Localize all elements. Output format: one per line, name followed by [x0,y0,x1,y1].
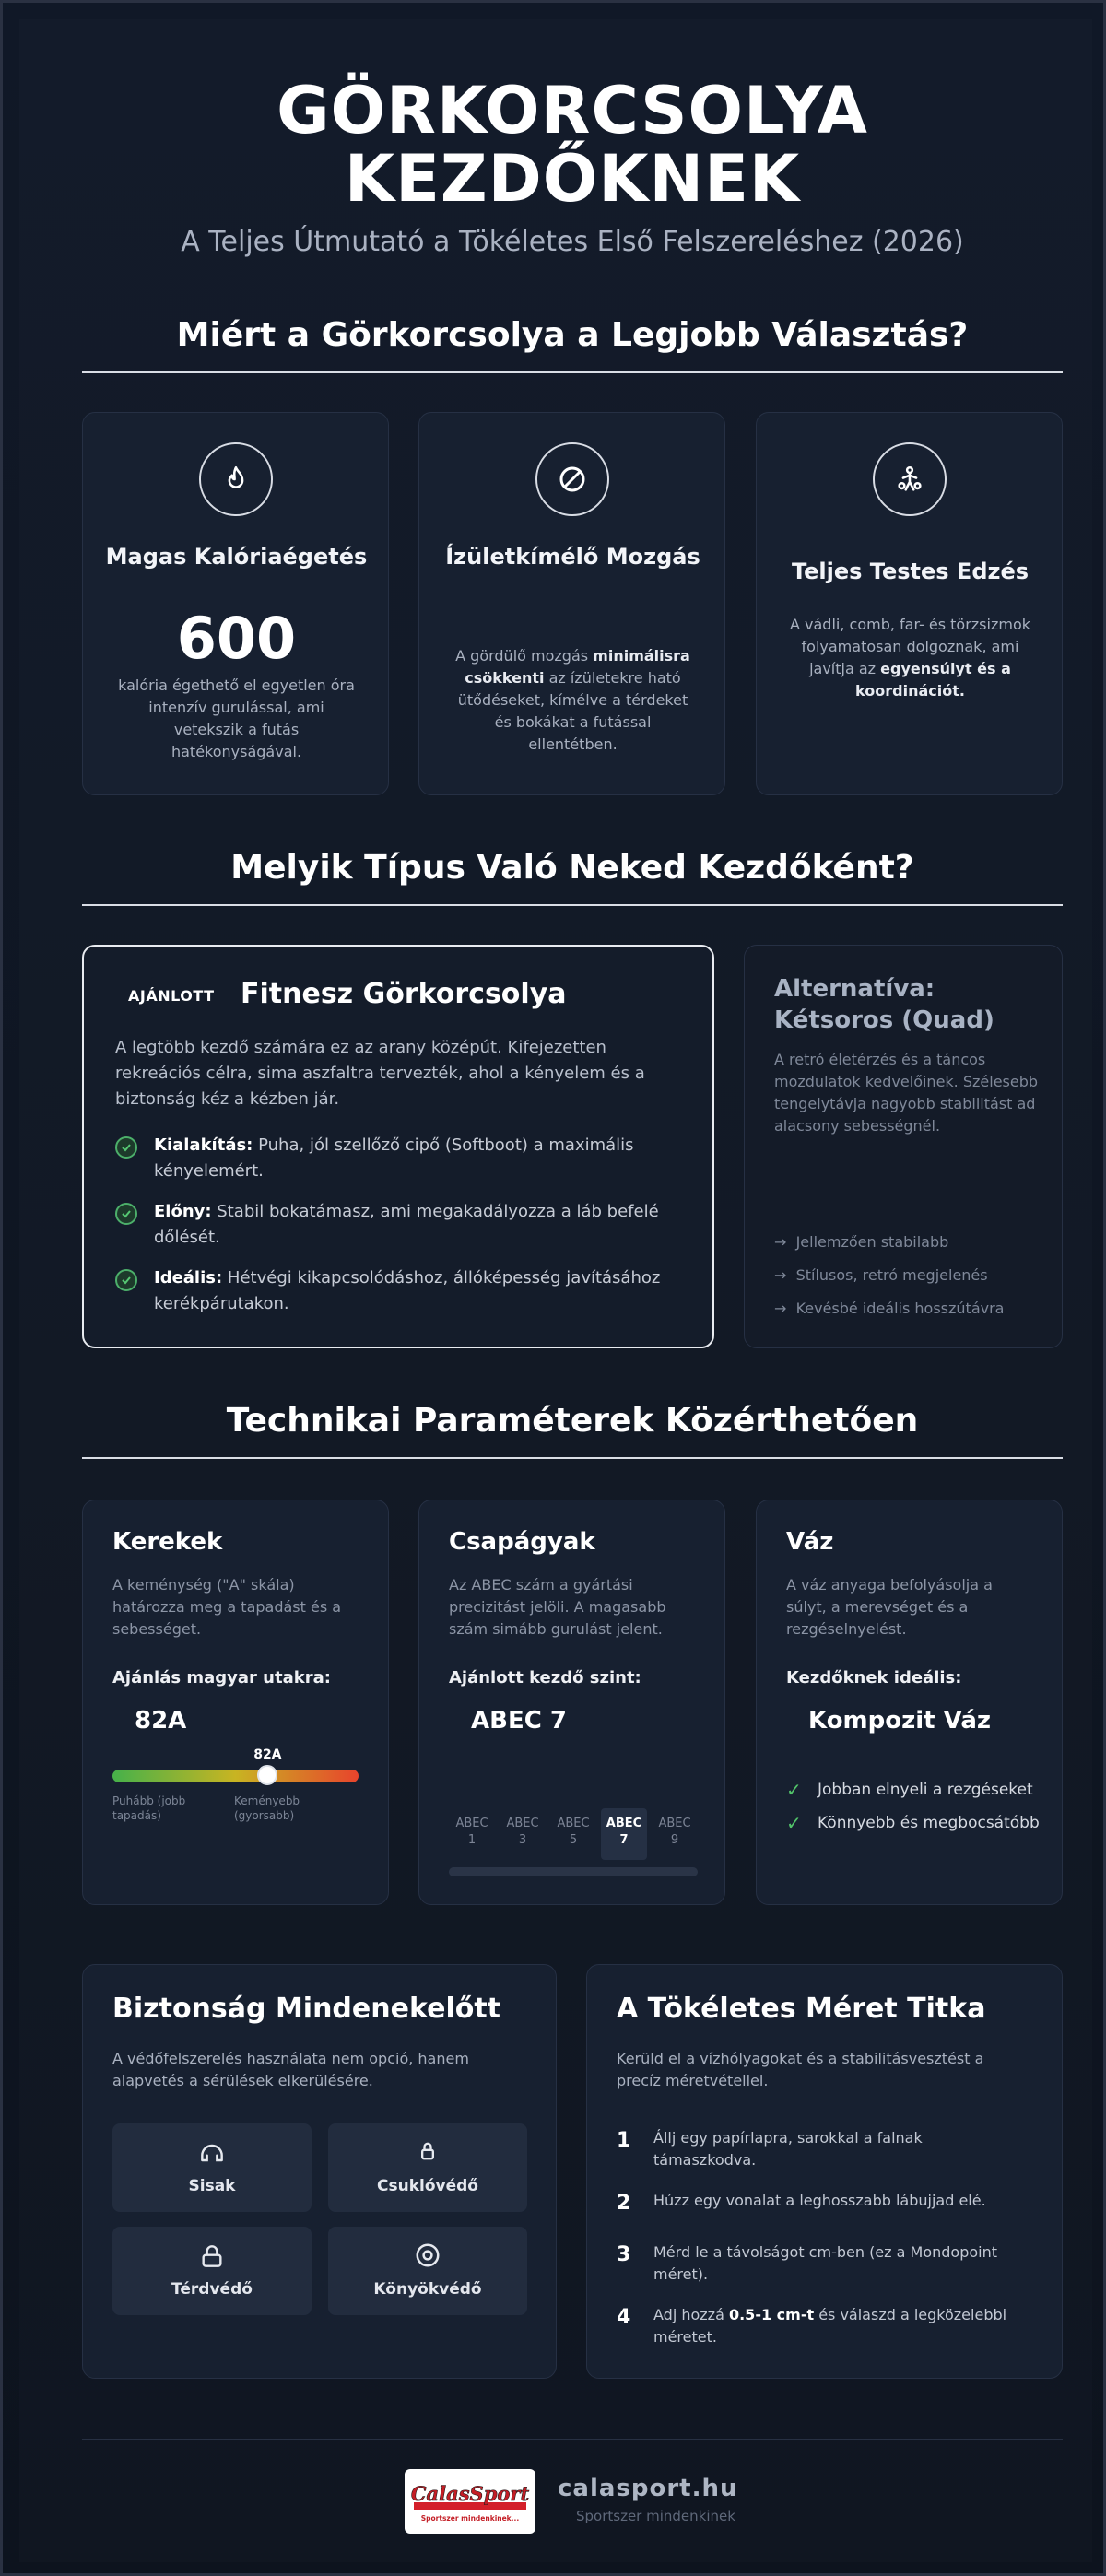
recommended-badge: AJÁNLOTT [128,987,215,1005]
hero-title-line2: KEZDŐKNEK [344,141,801,217]
check-icon: ✓ [786,1779,802,1801]
helmet-icon [112,2138,312,2168]
alternative-item: → Jellemzően stabilabb [774,1233,949,1251]
recommended-desc: A legtöbb kezdő számára ez az arany középút. Kifejezetten rekreációs célra, sima aszfaltra tervezték, ahol a kényelem és a biztonság kéz a kézben jár. [115,1038,645,1109]
arrow-right-icon: → [774,1266,787,1284]
gauge-caption-right: Keményebb (gyorsabb) [234,1794,300,1822]
hero-subtitle: A Teljes Útmutató a Tökéletes Első Felszereléshez (2026) [181,226,964,258]
alternative-desc: A retró életérzés és a táncos mozdulatok kedvelőinek. Szélesebb tengelytávja nagyobb stabilitást ad alacsony sebességnél. [774,1051,1039,1135]
bearings-card [418,1500,725,1905]
recommended-item: Kialakítás: Puha, jól szellőző cipő (Softboot) a maximális kényelemért. [115,1133,687,1184]
site-slogan: Sportszer mindenkinek [576,2508,735,2524]
bearings-title: Csapágyak [449,1528,595,1556]
gauge-caption-left: Puhább (jobb tapadás) [112,1794,186,1822]
safety-tile-wrist: Csuklóvédő [328,2123,527,2212]
section-divider [82,904,1063,906]
check-circle-icon [115,1203,137,1225]
hero-title-line1: GÖRKORCSOLYA [276,73,868,148]
gauge-knob [257,1765,277,1785]
recommended-title: Fitnesz Görkorcsolya [241,978,567,1010]
logo-wordmark: CalasSport [410,2482,530,2505]
check-icon: ✓ [786,1812,802,1834]
types-section-title: Melyik Típus Való Neked Kezdőként? [230,849,914,887]
check-circle-icon [115,1136,137,1159]
abec-scale [449,1808,698,1860]
frame-value: Kompozit Váz [808,1707,992,1735]
why-card-text: A vádli, comb, far- és törzsizmok folyamatosan dolgoznak, ami javítja az egyensúlyt és a koordinációt. [790,616,1030,700]
alternative-card [744,945,1063,1348]
alternative-item: → Stílusos, retró megjelenés [774,1266,988,1284]
bearings-value: ABEC 7 [471,1707,567,1735]
safety-tile-knee: Térdvédő [112,2227,312,2315]
hardness-gauge [112,1770,359,1782]
frame-card [756,1500,1063,1905]
frame-title: Váz [786,1528,834,1556]
logo-tagline: Sportszer mindenkinek... [420,2514,520,2523]
arrow-right-icon: → [774,1233,787,1251]
section-divider [82,371,1063,373]
alternative-title: Alternatíva: Kétsoros (Quad) [774,975,994,1034]
arrow-right-icon: → [774,1300,787,1317]
frame-benefit: ✓ Jobban elnyeli a rezgéseket [786,1779,1033,1801]
calasport-logo[interactable] [405,2469,535,2534]
size-title: A Tökéletes Méret Titka [617,1993,986,2025]
why-card-fullbody [756,412,1063,795]
why-section-title: Miért a Görkorcsolya a Legjobb Választás? [176,316,969,354]
bearings-label: Ajánlott kezdő szint: [449,1668,641,1688]
safety-tile-helmet: Sisak [112,2123,312,2212]
why-card-joint [418,412,725,795]
frame-desc: A váz anyaga befolyásolja a súlyt, a merevséget és a rezgéselnyelést. [786,1576,993,1638]
recommended-card [82,945,714,1348]
why-card-title: Magas Kalóriaégetés [105,544,368,570]
size-card [586,1964,1063,2379]
why-card-calories [82,412,389,795]
gauge-tag: 82A [253,1747,282,1762]
safety-tile-elbow: Könyökvédő [328,2227,527,2315]
abec-level: ABEC 3 [506,1817,539,1847]
wheels-label: Ajánlás magyar utakra: [112,1668,331,1688]
flame-icon [199,442,273,516]
hero-title [82,73,1063,217]
abec-level: ABEC 1 [455,1817,488,1847]
knee-pad-icon [112,2241,312,2271]
why-card-title: Ízületkímélő Mozgás [445,544,700,570]
size-step: 3 Mérd le a távolságot cm-ben (ez a Mondopoint méret). [617,2243,998,2283]
elbow-pad-icon [328,2241,527,2271]
calorie-number: 600 [176,605,297,672]
wheels-value: 82A [135,1707,187,1735]
safety-desc: A védőfelszerelés használata nem opció, hanem alapvetés a sérülések elkerülésére. [112,2050,469,2089]
why-card-text: kalória égethető el egyetlen óra intenzív gurulással, ami vetekszik a futás hatékonyságával. [118,676,355,760]
abec-level-selected: ABEC 7 [601,1808,647,1860]
abec-level: ABEC 9 [658,1817,691,1847]
frame-benefit: ✓ Könnyebb és megbocsátóbb [786,1812,1040,1834]
safety-card [82,1964,557,2379]
no-impact-icon [535,442,609,516]
size-desc: Kerüld el a vízhólyagokat és a stabilitásvesztést a precíz méretvétellel. [617,2050,984,2089]
body-icon [873,442,947,516]
size-step: 1 Állj egy papírlapra, sarokkal a falnak támaszkodva. [617,2129,923,2169]
recommended-item: Előny: Stabil bokatámasz, ami megakadályozza a láb befelé dőlését. [115,1199,687,1251]
abec-track [449,1867,698,1876]
section-divider [82,1457,1063,1459]
site-name[interactable]: calasport.hu [558,2475,738,2502]
wheels-card [82,1500,389,1905]
recommended-item: Ideális: Hétvégi kikapcsolódáshoz, állóképesség javításához kerékpárutakon. [115,1265,687,1317]
wrist-guard-icon [328,2138,527,2168]
check-circle-icon [115,1269,137,1291]
tech-section-title: Technikai Paraméterek Közérthetően [226,1402,919,1440]
page-inner [19,19,1092,2562]
why-card-title: Teljes Testes Edzés [791,559,1030,584]
wheels-title: Kerekek [112,1528,223,1556]
wheels-desc: A keménység ("A" skála) határozza meg a tapadást és a sebességet. [112,1576,342,1638]
alternative-item: → Kevésbé ideális hosszútávra [774,1300,1005,1317]
bearings-desc: Az ABEC szám a gyártási precizitást jelöli. A magasabb szám simább gurulást jelent. [449,1576,666,1638]
why-card-text: A gördülő mozgás minimálisra csökkenti az ízületekre ható ütődéseket, kímélve a térdeket és bokákat a futással ellentétben. [455,647,690,753]
frame-label: Kezdőknek ideális: [786,1668,962,1688]
size-step: 2 Húzz egy vonalat a leghosszabb lábujjad elé. [617,2192,986,2215]
safety-title: Biztonság Mindenekelőtt [112,1993,501,2025]
size-step: 4 Adj hozzá 0.5-1 cm-t és válaszd a legközelebbi méretet. [617,2306,1007,2346]
abec-level: ABEC 5 [557,1817,590,1847]
footer-divider [82,2439,1063,2440]
